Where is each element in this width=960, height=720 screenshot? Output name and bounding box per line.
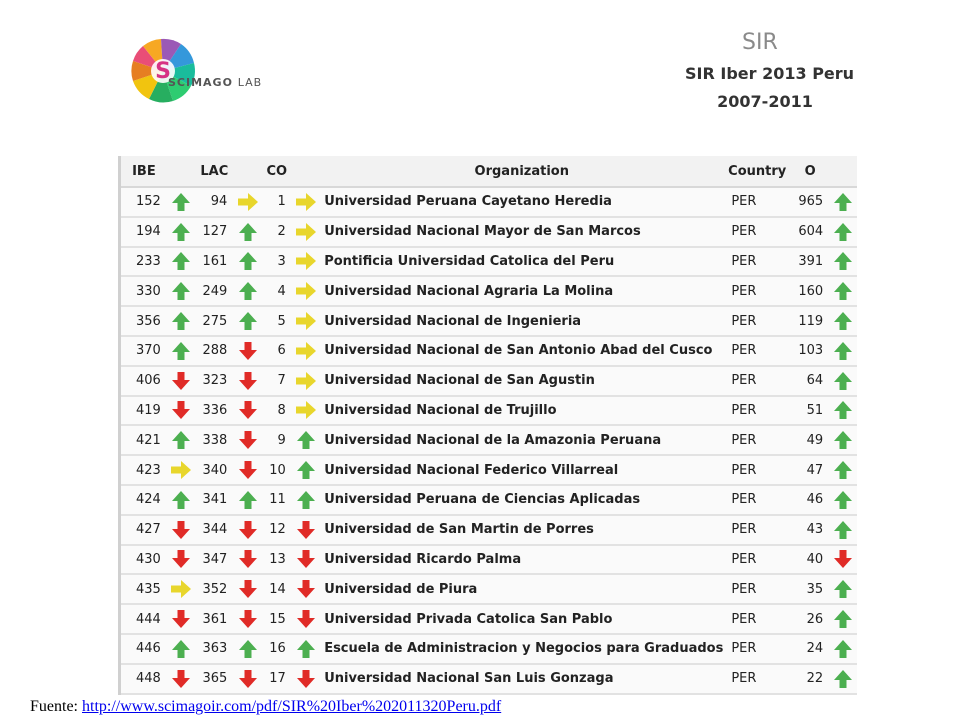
table-row — [120, 485, 858, 515]
lac-rank: 336 — [195, 396, 233, 426]
arrow-right-icon — [292, 396, 320, 426]
organization-name: Universidad Privada Catolica San Pablo — [320, 604, 723, 634]
output-value: 51 — [791, 396, 829, 426]
co-rank: 2 — [262, 217, 292, 247]
organization-name: Universidad Nacional de San Antonio Abad del Cusco — [320, 336, 723, 366]
arrow-down-icon — [167, 366, 195, 396]
arrow-up-icon — [829, 425, 857, 455]
country-code: PER — [723, 574, 791, 604]
country-code: PER — [723, 336, 791, 366]
arrow-down-icon — [292, 664, 320, 694]
ibe-rank: 194 — [120, 217, 167, 247]
col-header-o-trend — [829, 156, 857, 187]
arrow-up-icon — [829, 574, 857, 604]
arrow-up-icon — [233, 306, 261, 336]
output-value: 160 — [791, 276, 829, 306]
arrow-up-icon — [233, 485, 261, 515]
lac-rank: 94 — [195, 187, 233, 217]
arrow-up-icon — [829, 485, 857, 515]
co-rank: 14 — [262, 574, 292, 604]
lac-rank: 127 — [195, 217, 233, 247]
ibe-rank: 330 — [120, 276, 167, 306]
report-period: 2007-2011 — [717, 92, 813, 111]
organization-name: Universidad Nacional Federico Villarreal — [320, 455, 723, 485]
ibe-rank: 423 — [120, 455, 167, 485]
organization-name: Universidad de Piura — [320, 574, 723, 604]
output-value: 391 — [791, 247, 829, 277]
arrow-down-icon — [233, 664, 261, 694]
arrow-up-icon — [829, 336, 857, 366]
table-row — [120, 425, 858, 455]
arrow-up-icon — [167, 276, 195, 306]
country-code: PER — [723, 425, 791, 455]
arrow-up-icon — [167, 217, 195, 247]
table-row — [120, 664, 858, 694]
output-value: 64 — [791, 366, 829, 396]
organization-name: Universidad Nacional de Trujillo — [320, 396, 723, 426]
ibe-rank: 446 — [120, 634, 167, 664]
arrow-right-icon — [292, 187, 320, 217]
table-row — [120, 545, 858, 575]
organization-name: Universidad Nacional de Ingenieria — [320, 306, 723, 336]
co-rank: 3 — [262, 247, 292, 277]
arrow-up-icon — [829, 217, 857, 247]
organization-name: Universidad Nacional de la Amazonia Peruana — [320, 425, 723, 455]
co-rank: 12 — [262, 515, 292, 545]
ibe-rank: 444 — [120, 604, 167, 634]
country-code: PER — [723, 515, 791, 545]
country-code: PER — [723, 485, 791, 515]
ibe-rank: 419 — [120, 396, 167, 426]
table-row — [120, 336, 858, 366]
country-code: PER — [723, 455, 791, 485]
country-code: PER — [723, 187, 791, 217]
arrow-up-icon — [233, 247, 261, 277]
co-rank: 6 — [262, 336, 292, 366]
organization-name: Pontificia Universidad Catolica del Peru — [320, 247, 723, 277]
co-rank: 10 — [262, 455, 292, 485]
arrow-up-icon — [167, 247, 195, 277]
arrow-right-icon — [167, 574, 195, 604]
ibe-rank: 424 — [120, 485, 167, 515]
ranking-table — [118, 156, 857, 695]
table-row — [120, 306, 858, 336]
arrow-down-icon — [233, 336, 261, 366]
arrow-down-icon — [167, 396, 195, 426]
sir-logo — [742, 30, 778, 55]
co-rank: 16 — [262, 634, 292, 664]
arrow-down-icon — [233, 396, 261, 426]
arrow-down-icon — [167, 664, 195, 694]
output-value: 965 — [791, 187, 829, 217]
arrow-right-icon — [292, 306, 320, 336]
lac-rank: 288 — [195, 336, 233, 366]
arrow-down-icon — [167, 604, 195, 634]
ibe-rank: 152 — [120, 187, 167, 217]
table-row — [120, 634, 858, 664]
lac-rank: 344 — [195, 515, 233, 545]
col-header-ibe: IBE — [120, 156, 167, 187]
arrow-down-icon — [233, 366, 261, 396]
col-header-lac-trend — [233, 156, 261, 187]
country-code: PER — [723, 366, 791, 396]
scimago-logo — [125, 37, 325, 109]
table-row — [120, 515, 858, 545]
lac-rank: 363 — [195, 634, 233, 664]
table-row — [120, 187, 858, 217]
table-row — [120, 396, 858, 426]
col-header-organization: Organization — [320, 156, 723, 187]
arrow-up-icon — [167, 485, 195, 515]
arrow-right-icon — [292, 366, 320, 396]
source-label: Fuente: — [30, 698, 82, 715]
lac-rank: 338 — [195, 425, 233, 455]
arrow-right-icon — [292, 276, 320, 306]
source-link[interactable]: http://www.scimagoir.com/pdf/SIR%20Iber%202011320Peru.pdf — [82, 698, 502, 715]
arrow-up-icon — [233, 634, 261, 664]
arrow-up-icon — [167, 336, 195, 366]
organization-name: Escuela de Administracion y Negocios para Graduados — [320, 634, 723, 664]
ibe-rank: 435 — [120, 574, 167, 604]
arrow-up-icon — [829, 396, 857, 426]
country-code: PER — [723, 276, 791, 306]
arrow-up-icon — [167, 634, 195, 664]
lac-rank: 340 — [195, 455, 233, 485]
ibe-rank: 448 — [120, 664, 167, 694]
table-row — [120, 604, 858, 634]
organization-name: Universidad Nacional Mayor de San Marcos — [320, 217, 723, 247]
lac-rank: 249 — [195, 276, 233, 306]
arrow-down-icon — [233, 574, 261, 604]
lac-rank: 361 — [195, 604, 233, 634]
arrow-up-icon — [829, 664, 857, 694]
table-row — [120, 276, 858, 306]
logo-wordmark — [168, 76, 262, 89]
organization-name: Universidad Nacional de San Agustin — [320, 366, 723, 396]
arrow-up-icon — [829, 276, 857, 306]
arrow-up-icon — [829, 515, 857, 545]
source-footer — [30, 698, 501, 716]
arrow-up-icon — [292, 425, 320, 455]
arrow-right-icon — [292, 217, 320, 247]
arrow-up-icon — [292, 634, 320, 664]
table-row — [120, 455, 858, 485]
lac-rank: 365 — [195, 664, 233, 694]
arrow-up-icon — [829, 247, 857, 277]
co-rank: 4 — [262, 276, 292, 306]
table-row — [120, 217, 858, 247]
output-value: 47 — [791, 455, 829, 485]
arrow-up-icon — [829, 604, 857, 634]
country-code: PER — [723, 306, 791, 336]
col-header-co: CO — [262, 156, 292, 187]
co-rank: 1 — [262, 187, 292, 217]
co-rank: 15 — [262, 604, 292, 634]
co-rank: 11 — [262, 485, 292, 515]
arrow-down-icon — [292, 604, 320, 634]
svg-text:S: S — [155, 59, 171, 84]
country-code: PER — [723, 664, 791, 694]
lac-rank: 161 — [195, 247, 233, 277]
arrow-down-icon — [233, 425, 261, 455]
arrow-up-icon — [829, 306, 857, 336]
table-header-row — [120, 156, 858, 187]
lac-rank: 347 — [195, 545, 233, 575]
output-value: 40 — [791, 545, 829, 575]
country-code: PER — [723, 545, 791, 575]
country-code: PER — [723, 247, 791, 277]
arrow-up-icon — [292, 455, 320, 485]
arrow-down-icon — [233, 515, 261, 545]
arrow-right-icon — [292, 247, 320, 277]
arrow-up-icon — [167, 425, 195, 455]
arrow-down-icon — [292, 574, 320, 604]
ibe-rank: 356 — [120, 306, 167, 336]
output-value: 43 — [791, 515, 829, 545]
lac-rank: 323 — [195, 366, 233, 396]
col-header-lac: LAC — [195, 156, 233, 187]
lac-rank: 341 — [195, 485, 233, 515]
organization-name: Universidad Peruana Cayetano Heredia — [320, 187, 723, 217]
logo-suffix: LAB — [237, 76, 263, 89]
arrow-right-icon — [167, 455, 195, 485]
arrow-down-icon — [292, 545, 320, 575]
arrow-right-icon — [233, 187, 261, 217]
output-value: 119 — [791, 306, 829, 336]
arrow-down-icon — [233, 545, 261, 575]
co-rank: 17 — [262, 664, 292, 694]
lac-rank: 275 — [195, 306, 233, 336]
arrow-up-icon — [829, 634, 857, 664]
co-rank: 8 — [262, 396, 292, 426]
arrow-up-icon — [829, 455, 857, 485]
output-value: 22 — [791, 664, 829, 694]
col-header-country: Country — [723, 156, 791, 187]
output-value: 24 — [791, 634, 829, 664]
col-header-o: O — [791, 156, 829, 187]
organization-name: Universidad Nacional Agraria La Molina — [320, 276, 723, 306]
col-header-co-trend — [292, 156, 320, 187]
co-rank: 7 — [262, 366, 292, 396]
ibe-rank: 427 — [120, 515, 167, 545]
co-rank: 5 — [262, 306, 292, 336]
organization-name: Universidad Nacional San Luis Gonzaga — [320, 664, 723, 694]
table-row — [120, 366, 858, 396]
co-rank: 9 — [262, 425, 292, 455]
organization-name: Universidad Peruana de Ciencias Aplicadas — [320, 485, 723, 515]
ibe-rank: 370 — [120, 336, 167, 366]
report-title: SIR Iber 2013 Peru — [685, 64, 855, 83]
table-row — [120, 574, 858, 604]
country-code: PER — [723, 604, 791, 634]
arrow-down-icon — [167, 545, 195, 575]
arrow-up-icon — [292, 485, 320, 515]
output-value: 604 — [791, 217, 829, 247]
arrow-down-icon — [167, 515, 195, 545]
output-value: 26 — [791, 604, 829, 634]
ibe-rank: 233 — [120, 247, 167, 277]
arrow-down-icon — [233, 604, 261, 634]
arrow-down-icon — [829, 545, 857, 575]
arrow-down-icon — [233, 455, 261, 485]
arrow-up-icon — [167, 306, 195, 336]
output-value: 35 — [791, 574, 829, 604]
arrow-up-icon — [829, 187, 857, 217]
table-row — [120, 247, 858, 277]
lac-rank: 352 — [195, 574, 233, 604]
ibe-rank: 406 — [120, 366, 167, 396]
col-header-ibe-trend — [167, 156, 195, 187]
output-value: 49 — [791, 425, 829, 455]
ibe-rank: 430 — [120, 545, 167, 575]
organization-name: Universidad de San Martin de Porres — [320, 515, 723, 545]
organization-name: Universidad Ricardo Palma — [320, 545, 723, 575]
sir-logo-text: SIR — [742, 30, 778, 55]
logo-brand: SCIMAGO — [168, 76, 233, 89]
country-code: PER — [723, 396, 791, 426]
arrow-right-icon — [292, 336, 320, 366]
arrow-up-icon — [233, 276, 261, 306]
co-rank: 13 — [262, 545, 292, 575]
arrow-up-icon — [167, 187, 195, 217]
country-code: PER — [723, 634, 791, 664]
arrow-up-icon — [829, 366, 857, 396]
country-code: PER — [723, 217, 791, 247]
ibe-rank: 421 — [120, 425, 167, 455]
arrow-up-icon — [233, 217, 261, 247]
output-value: 103 — [791, 336, 829, 366]
output-value: 46 — [791, 485, 829, 515]
arrow-down-icon — [292, 515, 320, 545]
